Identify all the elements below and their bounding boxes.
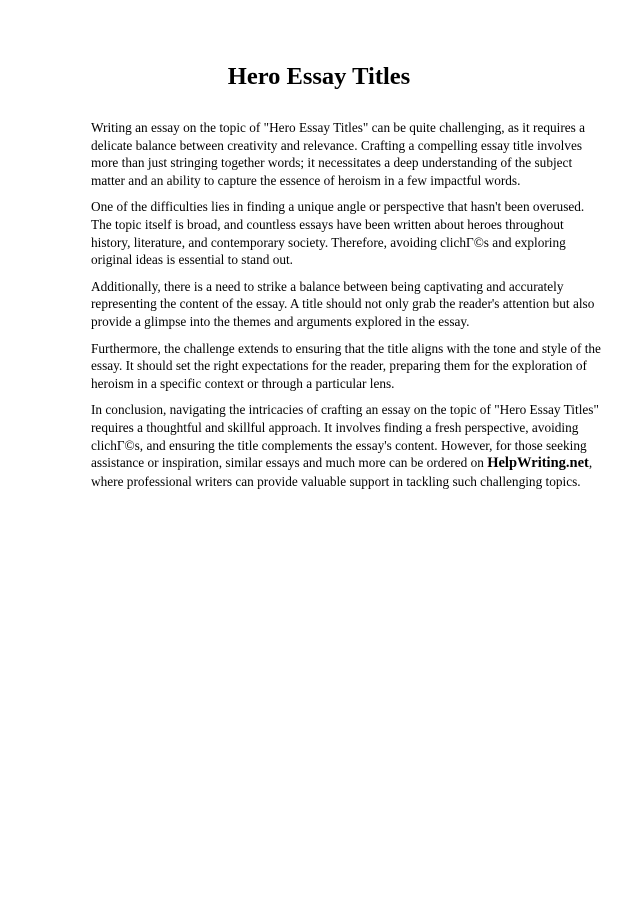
conclusion-text-end: , where professional writers can provide valuable support in tackling such challenging topics. bbox=[91, 455, 593, 489]
document-body bbox=[91, 119, 603, 499]
helpwriting-link[interactable]: HelpWriting.net bbox=[487, 455, 589, 472]
paragraph-conclusion bbox=[91, 401, 603, 490]
paragraph-difficulties: One of the difficulties lies in finding a unique angle or perspective that hasn't been overused. The topic itself is broad, and countless essays have been written about heroes throughout history, literature, and contemporary society. Therefore, avoiding clichГ©s and exploring original ideas is essential to stand out. bbox=[91, 199, 585, 268]
paragraph-intro: Writing an essay on the topic of "Hero Essay Titles" can be quite challenging, as it requires a delicate balance between creativity and relevance. Crafting a compelling essay title involves more than just stringing together words; it necessitates a deep understanding of the subject matter and an ability to capture the essence of heroism in a few impactful words. bbox=[91, 120, 586, 188]
page-title: Hero Essay Titles bbox=[227, 63, 411, 90]
paragraph-tone: Furthermore, the challenge extends to ensuring that the title aligns with the tone and style of the essay. It should set the right expectations for the reader, preparing them for the exploration of heroism in a specific context or through a particular lens. bbox=[91, 340, 601, 391]
conclusion-text: In conclusion, navigating the intricacies of crafting an essay on the topic of "Hero Essay Titles" requires a thoughtful and skillful approach. It involves finding a fresh perspective, avoiding clichГ©s, and ensuring the title complements the essay's content. However, for those seeking assistance or inspiration, similar essays and much more can be ordered on bbox=[91, 402, 599, 471]
paragraph-balance: Additionally, there is a need to strike a balance between being captivating and accurately representing the content of the essay. A title should not only grab the reader's attention but also provide a glimpse into the themes and arguments explored in the essay. bbox=[91, 278, 595, 329]
